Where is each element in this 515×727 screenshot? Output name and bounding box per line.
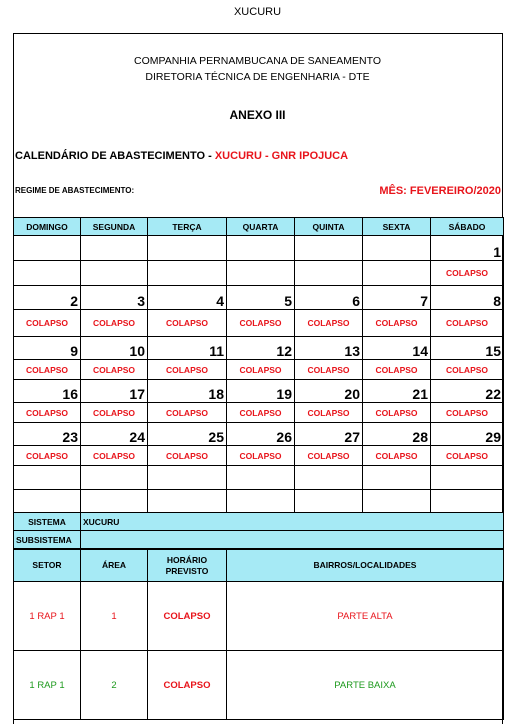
empty-cell — [295, 466, 363, 490]
day-status: COLAPSO — [14, 403, 81, 423]
day-status: COLAPSO — [81, 446, 148, 466]
day-status: COLAPSO — [148, 310, 227, 337]
day-status-row — [14, 403, 504, 423]
empty-cell — [295, 490, 363, 514]
day-number: 24 — [81, 423, 148, 446]
day-number — [81, 236, 148, 261]
day-status: COLAPSO — [431, 310, 504, 337]
day-status: COLAPSO — [81, 310, 148, 337]
day-number: 6 — [295, 286, 363, 310]
supply-calendar — [13, 217, 504, 514]
empty-cell — [14, 490, 81, 514]
empty-cell — [363, 490, 431, 514]
empty-cell — [227, 490, 295, 514]
empty-cell — [81, 466, 148, 490]
empty-cell — [431, 466, 504, 490]
sector-header-row — [14, 550, 504, 582]
day-status-row — [14, 360, 504, 380]
calendar-location: XUCURU - GNR IPOJUCA — [214, 150, 349, 162]
day-status: COLAPSO — [227, 446, 295, 466]
horario-header: HORÁRIO PREVISTO — [148, 550, 227, 582]
day-status: COLAPSO — [431, 446, 504, 466]
day-status: COLAPSO — [14, 446, 81, 466]
area-cell: 1 — [81, 582, 148, 651]
day-status — [14, 261, 81, 286]
day-number: 16 — [14, 380, 81, 403]
day-number: 10 — [81, 337, 148, 360]
area-cell: 2 — [81, 651, 148, 720]
day-number-row — [14, 337, 504, 360]
empty-cell — [431, 490, 504, 514]
calendar-label: CALENDÁRIO DE ABASTECIMENTO - — [15, 150, 215, 162]
day-number — [227, 236, 295, 261]
area-header: ÁREA — [81, 550, 148, 582]
day-number: 7 — [363, 286, 431, 310]
department-name: DIRETORIA TÉCNICA DE ENGENHARIA - DTE — [145, 71, 370, 83]
day-status: COLAPSO — [363, 403, 431, 423]
bairros-header: BAIRROS/LOCALIDADES — [227, 550, 504, 582]
sistema-value: XUCURU — [81, 513, 504, 531]
day-status: COLAPSO — [227, 310, 295, 337]
weekday-header: SEXTA — [363, 218, 431, 236]
subsistema-value — [81, 531, 504, 549]
month-label: MÊS: FEVEREIRO/2020 — [379, 185, 501, 197]
day-number: 21 — [363, 380, 431, 403]
day-number: 25 — [148, 423, 227, 446]
day-status — [295, 261, 363, 286]
day-status: COLAPSO — [148, 403, 227, 423]
day-status: COLAPSO — [81, 360, 148, 380]
empty-cell — [363, 466, 431, 490]
day-status: COLAPSO — [363, 310, 431, 337]
day-number — [295, 236, 363, 261]
day-number: 11 — [148, 337, 227, 360]
day-number: 3 — [81, 286, 148, 310]
calendar-title — [15, 150, 348, 162]
day-number: 29 — [431, 423, 504, 446]
day-status: COLAPSO — [431, 261, 504, 286]
day-status: COLAPSO — [295, 446, 363, 466]
regime-label: REGIME DE ABASTECIMENTO: — [15, 186, 135, 195]
day-status — [81, 261, 148, 286]
weekday-header: DOMINGO — [14, 218, 81, 236]
day-status: COLAPSO — [295, 360, 363, 380]
bairros-cell: PARTE ALTA — [227, 582, 504, 651]
weekday-header: TERÇA — [148, 218, 227, 236]
day-number — [148, 236, 227, 261]
annex-title: ANEXO III — [229, 108, 286, 122]
day-number: 13 — [295, 337, 363, 360]
day-number: 12 — [227, 337, 295, 360]
day-number: 5 — [227, 286, 295, 310]
day-number: 19 — [227, 380, 295, 403]
setor-cell: 1 RAP 1 — [14, 651, 81, 720]
day-status: COLAPSO — [431, 403, 504, 423]
sector-table — [13, 549, 504, 720]
day-number: 4 — [148, 286, 227, 310]
sistema-label: SISTEMA — [14, 513, 81, 531]
day-status: COLAPSO — [148, 446, 227, 466]
day-status: COLAPSO — [227, 360, 295, 380]
day-status: COLAPSO — [431, 360, 504, 380]
day-status: COLAPSO — [14, 310, 81, 337]
empty-cell — [81, 490, 148, 514]
day-number — [363, 236, 431, 261]
sector-row — [14, 651, 504, 720]
empty-row — [14, 466, 504, 490]
horario-cell: COLAPSO — [148, 582, 227, 651]
day-number: 15 — [431, 337, 504, 360]
day-status — [227, 261, 295, 286]
subsistema-label: SUBSISTEMA — [14, 531, 81, 549]
day-number-row — [14, 380, 504, 403]
day-status: COLAPSO — [295, 403, 363, 423]
day-number: 23 — [14, 423, 81, 446]
day-number: 1 — [431, 236, 504, 261]
subsistema-row — [14, 531, 504, 549]
horario-cell: COLAPSO — [148, 651, 227, 720]
day-status: COLAPSO — [14, 360, 81, 380]
day-status: COLAPSO — [227, 403, 295, 423]
empty-cell — [14, 466, 81, 490]
sector-row — [14, 582, 504, 651]
sistema-row — [14, 513, 504, 531]
bairros-cell: PARTE BAIXA — [227, 651, 504, 720]
empty-cell — [148, 490, 227, 514]
weekday-header: SÁBADO — [431, 218, 504, 236]
day-number: 27 — [295, 423, 363, 446]
day-number: 22 — [431, 380, 504, 403]
weekday-header: QUINTA — [295, 218, 363, 236]
day-status-row — [14, 261, 504, 286]
weekday-header: QUARTA — [227, 218, 295, 236]
empty-cell — [148, 466, 227, 490]
day-status — [363, 261, 431, 286]
day-number-row — [14, 423, 504, 446]
day-number: 14 — [363, 337, 431, 360]
day-number: 9 — [14, 337, 81, 360]
day-number: 20 — [295, 380, 363, 403]
day-status: COLAPSO — [148, 360, 227, 380]
day-number: 28 — [363, 423, 431, 446]
day-status — [148, 261, 227, 286]
day-number: 17 — [81, 380, 148, 403]
company-name: COMPANHIA PERNAMBUCANA DE SANEAMENTO — [134, 55, 381, 67]
day-number — [14, 236, 81, 261]
day-status-row — [14, 446, 504, 466]
day-number-row — [14, 286, 504, 310]
day-status: COLAPSO — [81, 403, 148, 423]
page-title: XUCURU — [233, 6, 282, 18]
day-number: 2 — [14, 286, 81, 310]
weekday-header: SEGUNDA — [81, 218, 148, 236]
day-status: COLAPSO — [363, 446, 431, 466]
day-status: COLAPSO — [363, 360, 431, 380]
empty-row — [14, 490, 504, 514]
day-number: 8 — [431, 286, 504, 310]
setor-header: SETOR — [14, 550, 81, 582]
empty-cell — [227, 466, 295, 490]
system-info-table — [13, 512, 504, 549]
day-status: COLAPSO — [295, 310, 363, 337]
day-number: 18 — [148, 380, 227, 403]
day-number-row — [14, 236, 504, 261]
weekday-header-row — [14, 218, 504, 236]
setor-cell: 1 RAP 1 — [14, 582, 81, 651]
day-number: 26 — [227, 423, 295, 446]
day-status-row — [14, 310, 504, 337]
